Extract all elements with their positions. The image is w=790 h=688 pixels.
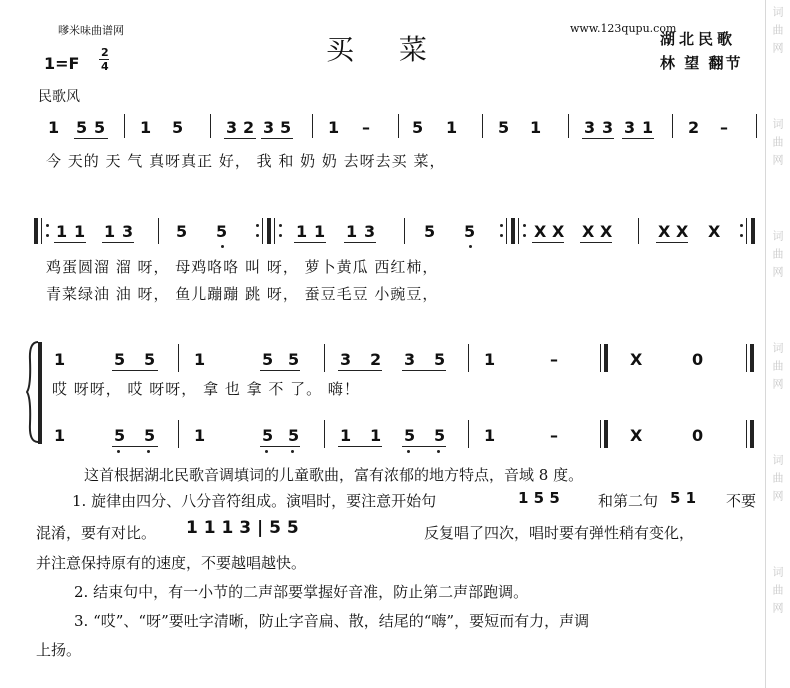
barline xyxy=(324,344,325,372)
eighth-underline xyxy=(532,242,564,243)
repeat-dots xyxy=(256,220,259,242)
site-name: 嗲米味曲谱网 xyxy=(58,24,124,37)
paragraph: 上扬。 xyxy=(36,641,82,659)
barline xyxy=(398,114,399,138)
lyric-line: 今 天的 天 气 真呀真正 好， 我 和 奶 奶 去呀去买 菜， xyxy=(46,152,446,170)
song-origin: 湖北民歌 xyxy=(660,30,737,48)
lyric-line-verse-2: 青菜绿油 油 呀， 鱼儿蹦蹦 跳 呀， 蚕豆毛豆 小豌豆， xyxy=(46,285,439,303)
watermark-text: 曲 xyxy=(771,472,784,483)
note: 5 xyxy=(288,350,300,369)
note: X xyxy=(534,222,547,241)
eighth-underline xyxy=(402,370,446,371)
eighth-underline xyxy=(338,370,382,371)
note: 1 xyxy=(48,118,60,137)
note: X xyxy=(582,222,595,241)
repeat-end-barline xyxy=(751,218,755,244)
barline xyxy=(468,420,469,448)
note: 5 xyxy=(176,222,188,241)
eighth-underline xyxy=(102,242,134,243)
eighth-underline xyxy=(112,446,158,447)
note: 5 xyxy=(114,350,126,369)
eighth-underline xyxy=(74,138,108,139)
note: 1 xyxy=(340,426,352,445)
note: 5 xyxy=(144,350,156,369)
paragraph: 不要 xyxy=(726,492,757,510)
barline xyxy=(158,218,159,244)
watermark-text: 词 xyxy=(771,230,784,241)
note: 5 xyxy=(424,222,436,241)
eighth-underline xyxy=(224,138,256,139)
watermark-text: 网 xyxy=(771,154,784,165)
eighth-underline xyxy=(338,446,382,447)
watermark-text: 词 xyxy=(771,342,784,353)
repeat-end-barline-thin xyxy=(746,218,747,244)
note: 5 xyxy=(94,118,106,137)
note: 5 xyxy=(262,426,274,445)
watermark-text: 词 xyxy=(771,6,784,17)
final-barline-thick xyxy=(750,420,754,448)
note: 5 xyxy=(288,426,300,445)
eighth-underline xyxy=(344,242,376,243)
final-barline-thin xyxy=(746,344,747,372)
note: 1 xyxy=(370,426,382,445)
low-octave-dot xyxy=(221,245,224,248)
low-octave-dot xyxy=(437,450,440,453)
note: 1 xyxy=(642,118,654,137)
note: 3 xyxy=(226,118,238,137)
inline-notation: 5 1 xyxy=(670,489,697,507)
watermark-text: 曲 xyxy=(771,24,784,35)
repeat-barline xyxy=(267,218,271,244)
note: 5 xyxy=(412,118,424,137)
low-octave-dot xyxy=(407,450,410,453)
eighth-underline xyxy=(580,242,612,243)
watermark-text: 曲 xyxy=(771,584,784,595)
note: 1 xyxy=(484,426,496,445)
paragraph: 2. 结束句中，有一小节的二声部要掌握好音准，防止第二声部跑调。 xyxy=(74,583,529,601)
barline xyxy=(404,218,405,244)
note: X xyxy=(676,222,689,241)
barline xyxy=(178,344,179,372)
watermark-text: 网 xyxy=(771,602,784,613)
eighth-underline xyxy=(656,242,688,243)
watermark-text: 网 xyxy=(771,266,784,277)
double-barline-thin xyxy=(600,420,601,448)
lyric-line: 哎 呀呀， 哎 呀呀， 拿 也 拿 不 了。 嗨！ xyxy=(52,380,360,398)
note: 5 xyxy=(280,118,292,137)
repeat-dots xyxy=(740,220,743,242)
note: 3 xyxy=(122,222,134,241)
eighth-underline xyxy=(294,242,326,243)
watermark-text: 词 xyxy=(771,566,784,577)
note: 1 xyxy=(104,222,116,241)
barline xyxy=(324,420,325,448)
key-signature: 1=F xyxy=(44,54,80,73)
inline-notation: 1 5 5 xyxy=(518,489,560,507)
note: 1 xyxy=(140,118,152,137)
note: 5 xyxy=(76,118,88,137)
final-barline-thick xyxy=(750,344,754,372)
barline xyxy=(178,420,179,448)
note: 5 xyxy=(216,222,228,241)
note: 3 xyxy=(624,118,636,137)
note: 3 xyxy=(340,350,352,369)
note: 0 xyxy=(692,350,704,369)
repeat-dots xyxy=(500,220,503,242)
barline xyxy=(672,114,673,138)
watermark-text: 曲 xyxy=(771,248,784,259)
note: 1 xyxy=(328,118,340,137)
note: 1 xyxy=(194,426,206,445)
note: 1 xyxy=(54,426,66,445)
barline xyxy=(468,344,469,372)
paragraph: 混淆，要有对比。 xyxy=(36,524,157,542)
repeat-start-barline xyxy=(34,218,38,244)
lyric-line-verse-1: 鸡蛋圆溜 溜 呀， 母鸡咯咯 叫 呀， 萝卜黄瓜 西红柿， xyxy=(46,258,439,276)
eighth-underline xyxy=(261,138,293,139)
note: – xyxy=(550,350,558,369)
inline-notation: 1 1 1 3 | 5 5 xyxy=(186,518,299,538)
note: 1 xyxy=(296,222,308,241)
note: 1 xyxy=(484,350,496,369)
low-octave-dot xyxy=(469,245,472,248)
note: 3 xyxy=(602,118,614,137)
note: X xyxy=(630,426,643,445)
repeat-end-barline-thin xyxy=(262,218,263,244)
note: 3 xyxy=(584,118,596,137)
note: 1 xyxy=(530,118,542,137)
note: 3 xyxy=(263,118,275,137)
note: 1 xyxy=(54,350,66,369)
note: 1 xyxy=(194,350,206,369)
barline xyxy=(312,114,313,138)
song-arranger: 林 望 翻节 xyxy=(660,54,743,72)
double-barline-thick xyxy=(604,344,608,372)
watermark-text: 曲 xyxy=(771,360,784,371)
watermark-text: 词 xyxy=(771,454,784,465)
note: – xyxy=(720,118,728,137)
note: 1 xyxy=(74,222,86,241)
style-label: 民歌风 xyxy=(38,89,80,105)
watermark-text: 网 xyxy=(771,490,784,501)
paragraph: 反复唱了四次，唱时要有弹性稍有变化， xyxy=(424,524,695,542)
note: 5 xyxy=(434,350,446,369)
note: 5 xyxy=(464,222,476,241)
note: 0 xyxy=(692,426,704,445)
eighth-underline xyxy=(622,138,654,139)
site-url: www.123qupu.com xyxy=(570,22,677,35)
barline xyxy=(482,114,483,138)
note: – xyxy=(362,118,370,137)
paragraph: 和第二句 xyxy=(598,492,659,510)
note: X xyxy=(552,222,565,241)
system-barline xyxy=(38,342,42,444)
barline xyxy=(638,218,639,244)
time-signature-top: 2 xyxy=(101,46,109,59)
note: 2 xyxy=(688,118,700,137)
note: 5 xyxy=(172,118,184,137)
eighth-underline xyxy=(112,370,158,371)
repeat-start-barline-thin xyxy=(41,218,42,244)
eighth-underline xyxy=(582,138,614,139)
barline xyxy=(756,114,757,138)
eighth-underline xyxy=(260,446,300,447)
song-title: 买 菜 xyxy=(326,33,445,66)
note: X xyxy=(658,222,671,241)
watermark-text: 网 xyxy=(771,42,784,53)
note: 3 xyxy=(364,222,376,241)
note: X xyxy=(708,222,721,241)
low-octave-dot xyxy=(291,450,294,453)
note: 1 xyxy=(56,222,68,241)
barline xyxy=(124,114,125,138)
repeat-dots xyxy=(523,220,526,242)
repeat-start-barline-thin xyxy=(274,218,275,244)
watermark-text: 词 xyxy=(771,118,784,129)
note: 5 xyxy=(262,350,274,369)
repeat-dots xyxy=(279,220,282,242)
paragraph: 1. 旋律由四分、八分音符组成。演唱时，要注意开始句 xyxy=(72,492,437,510)
barline xyxy=(210,114,211,138)
watermark-text: 网 xyxy=(771,378,784,389)
watermark-text: 曲 xyxy=(771,136,784,147)
low-octave-dot xyxy=(147,450,150,453)
note: 5 xyxy=(144,426,156,445)
note: X xyxy=(600,222,613,241)
low-octave-dot xyxy=(265,450,268,453)
note: 1 xyxy=(314,222,326,241)
paragraph: 这首根据湖北民歌音调填词的儿童歌曲，富有浓郁的地方特点，音域 8 度。 xyxy=(84,466,584,484)
barline xyxy=(568,114,569,138)
paragraph: 3. “哎”、“呀”要吐字清晰，防止字音扁、散，结尾的“嗨”，要短而有力，声调 xyxy=(74,612,590,630)
note: 5 xyxy=(498,118,510,137)
repeat-dots xyxy=(46,220,49,242)
note: 1 xyxy=(346,222,358,241)
eighth-underline xyxy=(260,370,300,371)
note: 5 xyxy=(114,426,126,445)
time-signature-bottom: 4 xyxy=(101,60,109,73)
paragraph: 并注意保持原有的速度，不要越唱越快。 xyxy=(36,554,307,572)
eighth-underline xyxy=(402,446,446,447)
note: – xyxy=(550,426,558,445)
note: 1 xyxy=(446,118,458,137)
watermark-column xyxy=(765,0,790,688)
note: 5 xyxy=(404,426,416,445)
repeat-barline xyxy=(511,218,515,244)
eighth-underline xyxy=(54,242,86,243)
double-barline-thin xyxy=(600,344,601,372)
note: 2 xyxy=(370,350,382,369)
repeat-end-barline-thin xyxy=(506,218,507,244)
low-octave-dot xyxy=(117,450,120,453)
note: 2 xyxy=(243,118,255,137)
repeat-start-barline-thin xyxy=(518,218,519,244)
note: 5 xyxy=(434,426,446,445)
double-barline-thick xyxy=(604,420,608,448)
note: 3 xyxy=(404,350,416,369)
final-barline-thin xyxy=(746,420,747,448)
note: X xyxy=(630,350,643,369)
